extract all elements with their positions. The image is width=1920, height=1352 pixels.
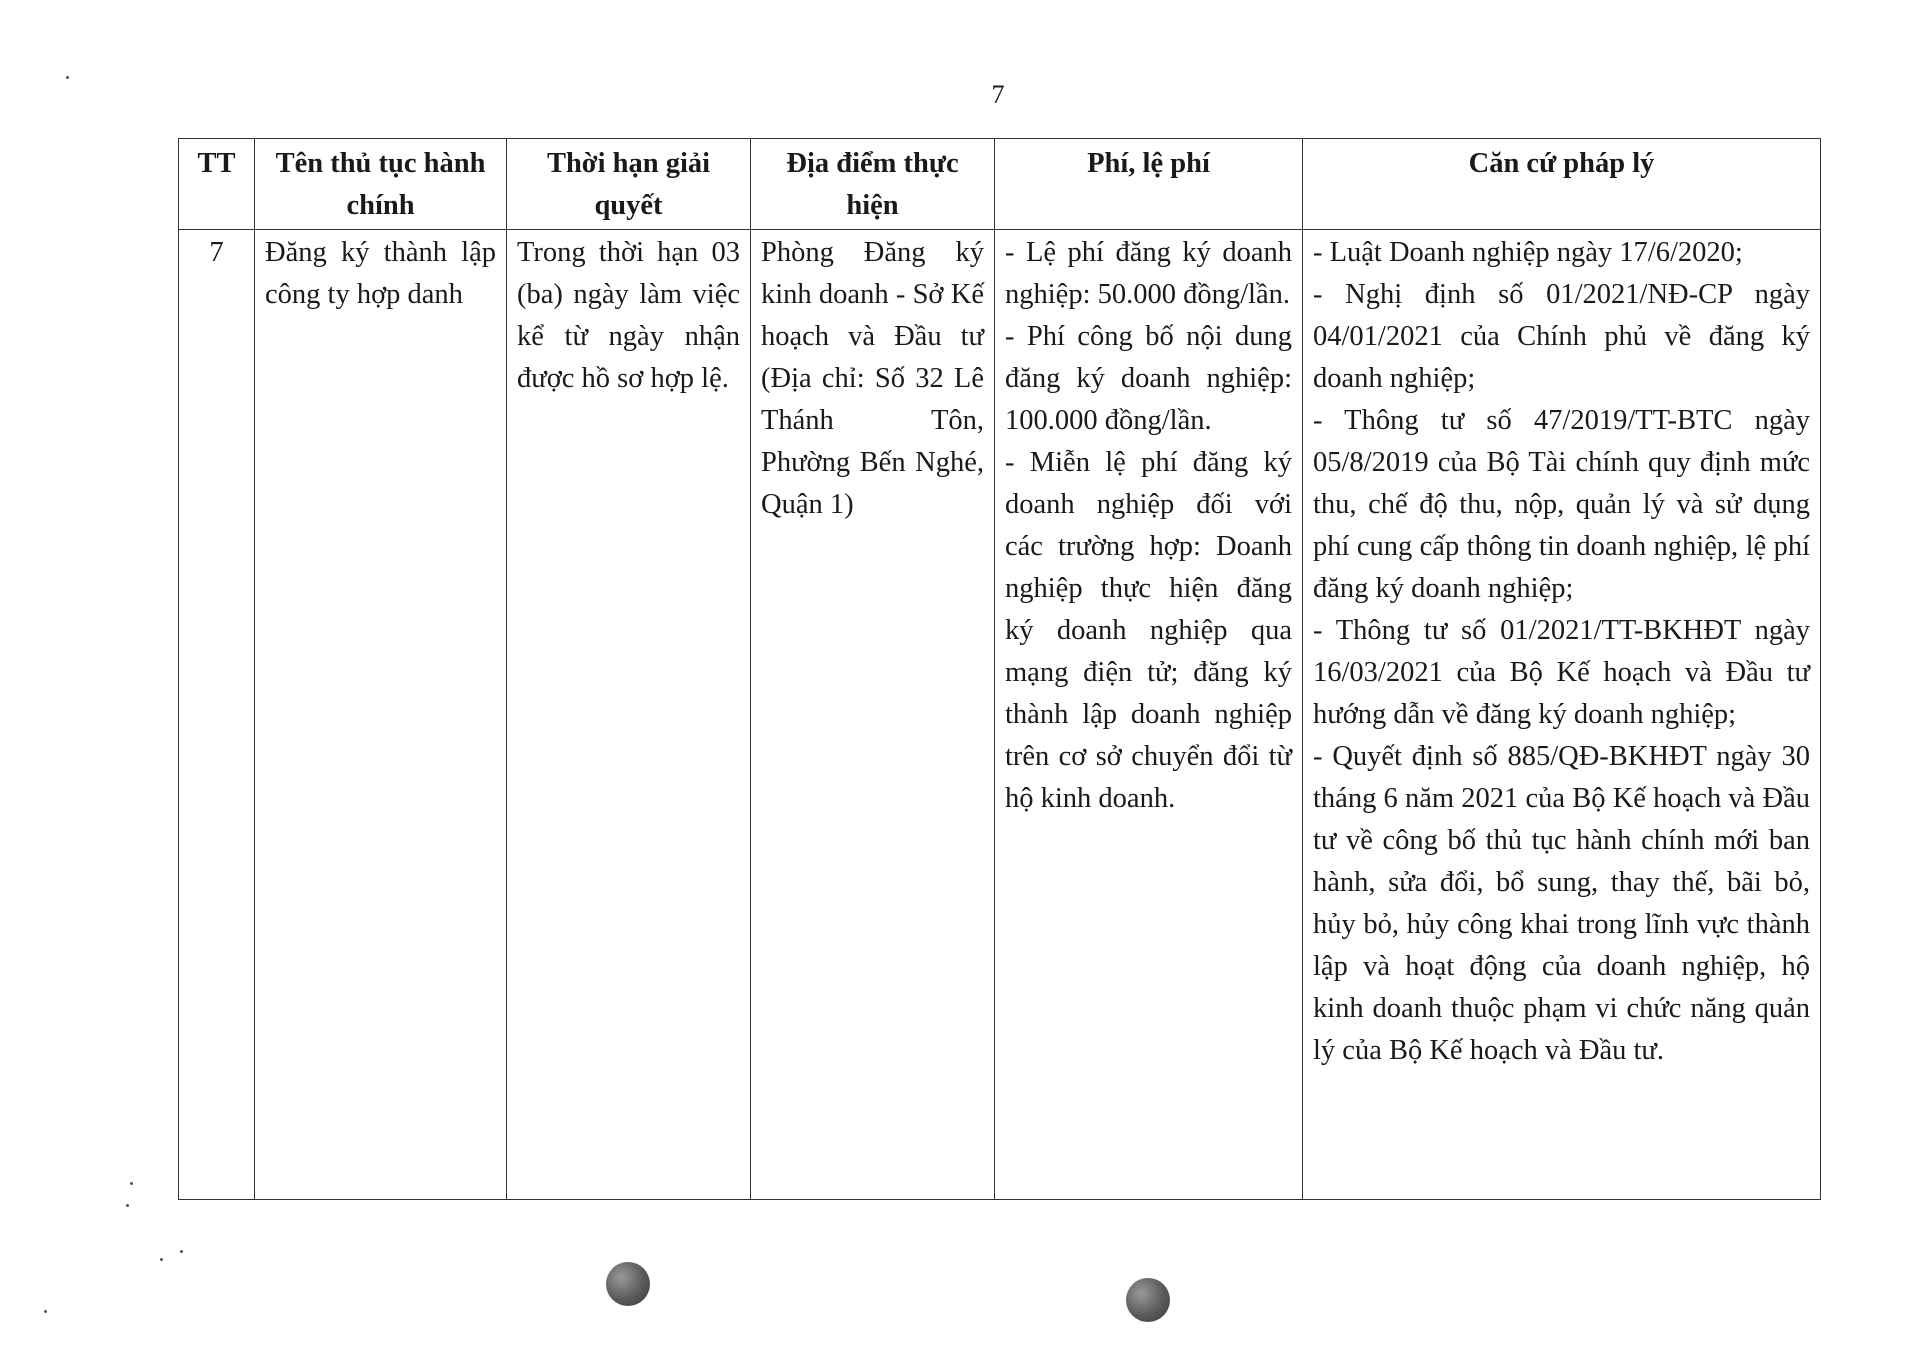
cell-procedure-name: Đăng ký thành lập công ty hợp danh bbox=[255, 230, 507, 1200]
procedure-table bbox=[178, 138, 1821, 1200]
legal-item: - Thông tư số 01/2021/TT-BKHĐT ngày 16/03/2021 của Bộ Kế hoạch và Đầu tư hướng dẫn về đăng ký doanh nghiệp; bbox=[1313, 615, 1810, 730]
fee-item: - Phí công bố nội dung đăng ký doanh nghiệp: 100.000 đồng/lần. bbox=[1005, 321, 1292, 436]
scan-speck bbox=[44, 1310, 47, 1313]
table-row bbox=[179, 230, 1821, 1200]
fee-item: - Lệ phí đăng ký doanh nghiệp: 50.000 đồng/lần. bbox=[1005, 237, 1292, 310]
scan-speck bbox=[180, 1250, 183, 1253]
header-procedure-name: Tên thủ tục hành chính bbox=[255, 139, 507, 230]
fee-item: - Miễn lệ phí đăng ký doanh nghiệp đối với các trường hợp: Doanh nghiệp thực hiện đăng ký doanh nghiệp qua mạng điện tử; đăng ký thành lập doanh nghiệp trên cơ sở chuyển đổi từ hộ kinh doanh. bbox=[1005, 447, 1292, 814]
header-duration: Thời hạn giải quyết bbox=[507, 139, 751, 230]
cell-legal-basis bbox=[1303, 230, 1821, 1200]
punch-hole-mark bbox=[1126, 1278, 1170, 1322]
header-tt: TT bbox=[179, 139, 255, 230]
cell-duration: Trong thời hạn 03 (ba) ngày làm việc kể từ ngày nhận được hồ sơ hợp lệ. bbox=[507, 230, 751, 1200]
legal-item: - Nghị định số 01/2021/NĐ-CP ngày 04/01/2021 của Chính phủ về đăng ký doanh nghiệp; bbox=[1313, 279, 1810, 394]
header-legal-basis: Căn cứ pháp lý bbox=[1303, 139, 1821, 230]
punch-hole-mark bbox=[606, 1262, 650, 1306]
scan-speck bbox=[126, 1204, 129, 1207]
legal-item: - Thông tư số 47/2019/TT-BTC ngày 05/8/2019 của Bộ Tài chính quy định mức thu, chế độ thu, nộp, quản lý và sử dụng phí cung cấp thông tin doanh nghiệp, lệ phí đăng ký doanh nghiệp; bbox=[1313, 405, 1810, 604]
cell-tt: 7 bbox=[179, 230, 255, 1200]
legal-item: - Luật Doanh nghiệp ngày 17/6/2020; bbox=[1313, 237, 1743, 268]
scan-speck bbox=[66, 76, 69, 79]
table-header-row bbox=[179, 139, 1821, 230]
page-number: 7 bbox=[991, 80, 1005, 109]
cell-fees bbox=[995, 230, 1303, 1200]
header-location: Địa điểm thực hiện bbox=[751, 139, 995, 230]
scan-speck bbox=[160, 1258, 163, 1261]
header-fees: Phí, lệ phí bbox=[995, 139, 1303, 230]
scan-speck bbox=[130, 1182, 133, 1185]
legal-item: - Quyết định số 885/QĐ-BKHĐT ngày 30 tháng 6 năm 2021 của Bộ Kế hoạch và Đầu tư về công bố thủ tục hành chính mới ban hành, sửa đổi, bổ sung, thay thế, bãi bỏ, hủy bỏ, hủy công khai trong lĩnh vực thành lập và hoạt động của doanh nghiệp, hộ kinh doanh thuộc phạm vi chức năng quản lý của Bộ Kế hoạch và Đầu tư. bbox=[1313, 741, 1810, 1066]
cell-location: Phòng Đăng ký kinh doanh - Sở Kế hoạch và Đầu tư (Địa chỉ: Số 32 Lê Thánh Tôn, Phường Bến Nghé, Quận 1) bbox=[751, 230, 995, 1200]
